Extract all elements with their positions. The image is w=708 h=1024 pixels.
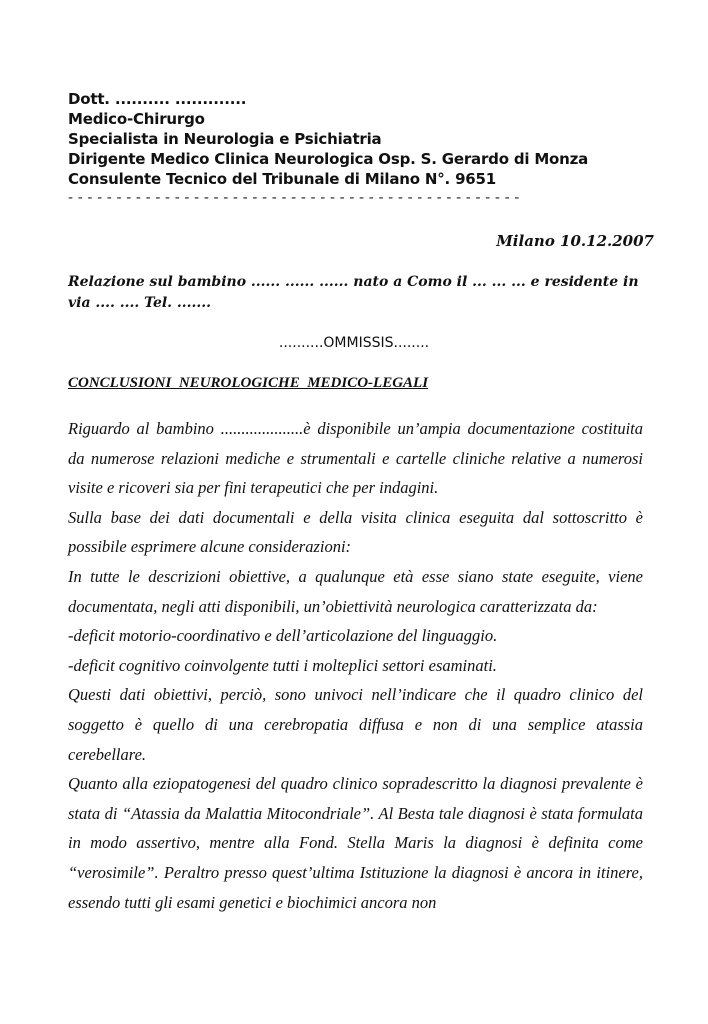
letterhead xyxy=(68,89,628,189)
header-separator: - - - - - - - - - - - - - - - - - - - - - - - - - - - - - - - - - - - - - - - - - - - - - - - xyxy=(68,190,520,206)
paragraph: Riguardo al bambino ....................è disponibile un’ampia documentazione costituita da numerose relazioni mediche e strumentali e cartelle cliniche relative a numerosi visite e ricoveri sia per fini terapeutici che per indagini. xyxy=(68,419,643,498)
section-title: CONCLUSIONI NEUROLOGICHE MEDICO-LEGALI xyxy=(68,375,429,391)
omissis-marker: ..........OMMISSIS........ xyxy=(278,335,430,351)
paragraph: Sulla base dei dati documentali e della visita clinica eseguita dal sottoscritto è possibile esprimere alcune considerazioni: xyxy=(68,507,643,557)
paragraph: In tutte le descrizioni obiettive, a qualunque età esse siano state eseguite, viene documentata, negli atti disponibili, un’obiettività neurologica caratterizzata da: xyxy=(68,566,643,616)
body-text xyxy=(68,414,643,917)
paragraph: -deficit motorio-coordinativo e dell’articolazione del linguaggio. xyxy=(68,626,498,646)
consultant-line: Consulente Tecnico del Tribunale di Milano N°. 9651 xyxy=(68,170,497,188)
report-subject-line: Relazione sul bambino ...... ...... ...... nato a Como il ... ... ... e residente in via .... .... Tel. ....... xyxy=(68,274,639,311)
paragraph: Questi dati obiettivi, perciò, sono univoci nell’indicare che il quadro clinico del soggetto è quello di una cerebropatia diffusa e non di una semplice atassia cerebellare. xyxy=(68,685,643,764)
doctor-name-line: Dott. .......... ............. xyxy=(68,90,247,108)
position-line: Dirigente Medico Clinica Neurologica Osp. S. Gerardo di Monza xyxy=(68,150,589,168)
paragraph: -deficit cognitivo coinvolgente tutti i molteplici settori esaminati. xyxy=(68,655,497,675)
doctor-title-line: Medico-Chirurgo xyxy=(68,110,205,128)
date-line: Milano 10.12.2007 xyxy=(496,232,654,250)
specialty-line: Specialista in Neurologia e Psichiatria xyxy=(68,130,382,148)
paragraph: Quanto alla eziopatogenesi del quadro clinico sopradescritto la diagnosi prevalente è stata di “Atassia da Malattia Mitocondriale”. Al Besta tale diagnosi è stata formulata in modo assertivo, mentre alla Fond. Stella Maris la diagnosi è definita come “verosimile”. Peraltro presso quest’ultima Istituzione la diagnosi è ancora in itinere, essendo tutti gli esami genetici e biochimici ancora non xyxy=(68,774,643,912)
